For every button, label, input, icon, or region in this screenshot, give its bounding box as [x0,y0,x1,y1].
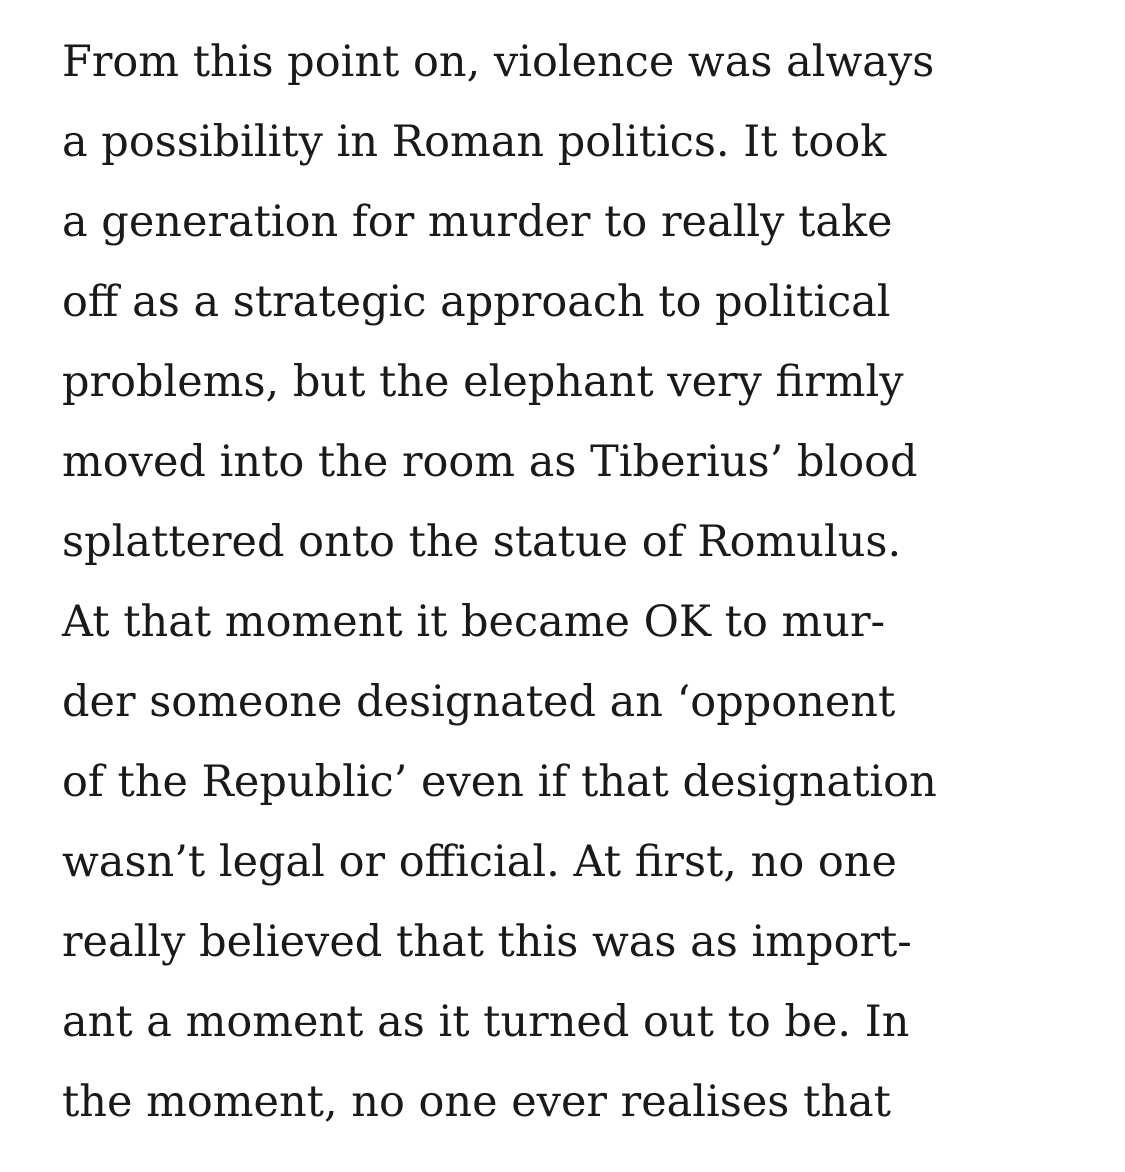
text-line: of the Republic’ even if that designation [62,757,937,807]
text-line: the moment, no one ever realises that [62,1077,891,1127]
text-line: a generation for murder to really take [62,197,893,247]
text-line: wasn’t legal or official. At first, no one [62,837,897,887]
text-line: From this point on, violence was always [62,37,935,87]
text-line: ant a moment as it turned out to be. In [62,997,910,1047]
text-line: off as a strategic approach to political [62,277,891,327]
text-line: der someone designated an ‘opponent [62,677,896,727]
text-line: moved into the room as Tiberius’ blood [62,437,918,487]
text-line: really believed that this was as import- [62,917,912,967]
text-line: splattered onto the statue of Romulus. [62,517,902,567]
text-line: At that moment it became OK to mur- [62,597,886,647]
text-line: problems, but the elephant very firmly [62,357,904,407]
text-line: a possibility in Roman politics. It took [62,117,887,167]
